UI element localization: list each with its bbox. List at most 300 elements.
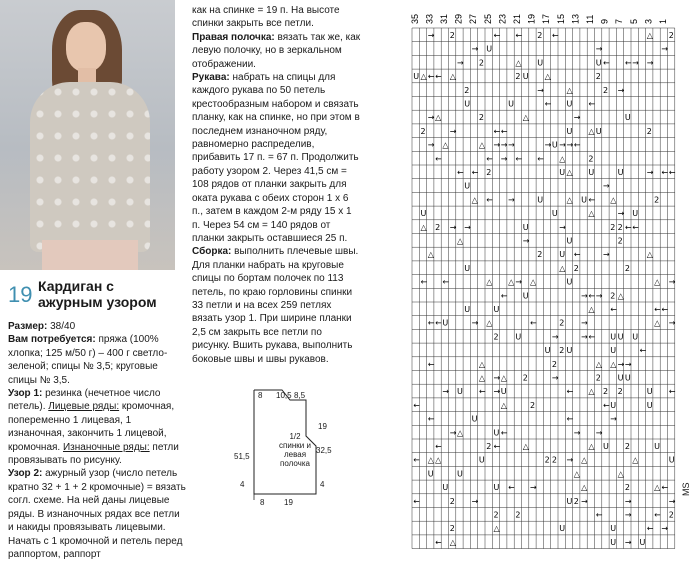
chart-symbol: → [603,250,610,260]
chart-symbol: ← [632,222,639,232]
sleeves-label: Рукава: [192,72,230,84]
chart-symbol: U [544,346,551,356]
dim-right-top: 19 [318,422,327,431]
chart-symbol: U [559,250,566,260]
chart-symbol: → [624,496,632,506]
chart-symbol: → [566,140,574,150]
chart-symbol: ← [588,99,596,109]
chart-symbol: → [595,428,603,438]
chart-symbol: → [668,277,676,287]
chart-symbol: U [442,483,449,493]
chart-symbol: ← [413,496,420,506]
column-number: 21 [512,13,523,24]
dim-bottom-right: 4 [320,480,325,489]
chart-symbol: ← [661,168,669,177]
chart-symbol: U [442,318,449,328]
chart-symbol: U [522,222,529,232]
chart-symbol: U [610,400,617,410]
knitting-chart [410,6,678,552]
size-label: Размер: [8,321,48,332]
chart-symbol: △ [566,195,573,205]
column-number: 31 [439,13,450,24]
chart-symbol: → [471,44,479,54]
chart-symbol: U [464,263,471,273]
chart-symbol: 2 [624,483,630,493]
chart-symbol: △ [530,277,537,287]
chart-symbol: △ [617,469,624,479]
chart-symbol: U [624,113,631,123]
chart-symbol: → [559,140,566,150]
column-number: 11 [585,14,596,24]
dim-top-left: 8 [258,391,263,400]
schematic-label: 1/2 спинки и левая полочка [279,432,311,468]
chart-symbol: → [668,318,676,328]
chart-symbol: ← [646,524,654,534]
chart-symbol: ← [471,168,479,177]
chart-symbol: △ [610,195,617,205]
chart-symbol: 2 [420,126,426,136]
chart-symbol: U [493,305,500,314]
chart-symbol: U [581,195,587,205]
chart-symbol: △ [522,442,529,451]
chart-symbol: 2 [464,85,470,95]
dim-bottom-a: 8 [260,498,265,507]
chart-symbol: → [530,483,537,493]
chart-symbol: △ [646,31,653,40]
chart-symbol: U [464,305,471,314]
chart-symbol: U [551,209,558,219]
chart-symbol: U [493,428,500,438]
chart-symbol: U [646,400,653,410]
chart-symbol: U [595,126,602,136]
chart-symbol: 2 [486,168,492,177]
pattern2-text: ажурный узор (число петель кратно 32 + 1 + 2 кромочные) = вязать согл. схеме. На ней даны лицевые ряды. В изнаночных рядах все петли и накиды провязывать лицевыми. Начать с 1 кромочной и петель перед раппортом, раппорт [8,468,186,560]
chart-symbol: ← [457,168,464,177]
chart-symbol: △ [581,483,588,493]
chart-symbol: △ [632,455,639,465]
chart-symbol: 2 [537,250,543,260]
pattern1-front-text: кромочная, попеременно 1 лицевая, 1 изнаночная, закончить 1 лицевой, кромочная. [8,401,175,453]
chart-symbol: ← [654,510,661,520]
chart-symbol: 2 [610,222,616,232]
chart-symbol: → [646,168,654,177]
chart-symbol: → [624,510,632,520]
chart-symbol: 2 [573,496,579,506]
chart-symbol: ← [435,72,442,82]
chart-symbol: ← [493,126,501,136]
chart-symbol: △ [500,400,507,410]
chart-symbol: U [566,236,573,246]
chart-symbol: ← [427,414,435,424]
chart-symbol: 2 [478,113,484,123]
chart-symbol: ← [668,387,676,397]
chart-symbol: → [471,496,479,506]
chart-symbol: 2 [610,291,616,301]
chart-symbol: ← [573,250,581,260]
pattern-number: 19 [8,282,33,307]
column-number: 23 [497,13,508,24]
chart-symbol: → [551,332,559,342]
chart-symbol: U [624,373,631,383]
chart-symbol: ← [624,58,632,68]
chart-symbol: ← [515,31,523,40]
materials-label: Вам потребуется: [8,334,96,346]
chart-symbol: → [449,222,457,232]
chart-symbol: → [573,428,581,438]
chart-symbol: ← [588,195,596,205]
chart-symbol: U [493,483,500,493]
ms-label: MS [681,482,691,496]
chart-symbol: → [500,154,508,164]
chart-symbol: 2 [478,58,484,68]
chart-symbol: → [581,291,588,301]
chart-symbol: U [464,99,471,109]
chart-symbol: U [537,58,544,68]
chart-symbol: ← [442,277,450,287]
chart-symbol: → [449,126,457,136]
chart-symbol: △ [427,455,434,465]
chart-symbol: 2 [551,455,557,465]
chart-symbol: ← [435,318,442,328]
chart-symbol: → [581,332,588,342]
chart-symbol: △ [449,72,456,82]
chart-symbol: △ [457,236,464,246]
chart-symbol: 2 [668,31,674,40]
chart-symbol: U [427,469,434,479]
chart-symbol: △ [588,305,595,314]
right-front-text: вязать так же, как левую полочку, но в зеркальном отображении. [192,31,361,70]
chart-symbol: 2 [603,85,609,95]
chart-symbol: U [515,332,522,342]
chart-symbol: ← [668,168,676,177]
sleeves-text: набрать на спицы для каждого рукава по 50 петель крестообразным набором и связать планку, как на спинке, но при этом в последнем изнаночном ряду, равномерно распределив, прибавить 17 п. = 67 п. Продолжить работу узором 2. Через 41,5 см = 108 рядов от планки закрыть для оката рукава с обеих сторон 1 х 6 п., затем в каждом 2-м ряду 15 х 1 п. Через 54 см = 140 рядов от планки закрыть оставшиеся 25 п. [192,72,360,244]
chart-symbol: △ [581,455,588,465]
chart-symbol: 2 [617,222,623,232]
chart-symbol: △ [654,318,661,328]
chart-symbol: ← [427,72,435,82]
pattern1-front-rows: Лицевые ряды: [48,401,120,413]
chart-symbol: U [420,209,427,219]
chart-symbol: 2 [544,455,550,465]
chart-symbol: → [427,140,435,150]
column-number: 7 [614,18,625,24]
dim-top-right: 8,5 [294,391,306,400]
chart-symbol: U [639,537,646,547]
column-number: 15 [555,13,566,24]
pattern-title: Кардиган с ажурным узором [38,278,157,310]
dim-right-mid: 32,5 [316,446,332,455]
chart-symbol: 2 [537,31,543,40]
column-number: 29 [453,13,464,24]
chart-symbol: U [566,126,573,136]
chart-symbol: ← [500,126,508,136]
chart-symbol: △ [646,250,653,260]
chart-symbol: U [522,291,529,301]
chart-symbol: → [537,85,545,95]
chart-symbol: ← [427,318,435,328]
dim-bottom-left: 4 [240,480,245,489]
column-number: 27 [468,13,479,24]
chart-symbol: ← [478,387,486,397]
chart-symbol: △ [435,113,442,123]
chart-symbol: → [508,195,515,205]
chart-symbol: ← [435,442,442,451]
chart-symbol: → [573,113,581,123]
chart-symbol: ← [603,58,610,68]
chart-symbol: → [566,455,574,465]
chart-symbol: 2 [449,524,455,534]
chart-symbol: U [595,58,602,68]
chart-symbol: ← [566,387,574,397]
column-number: 33 [424,13,435,24]
chart-symbol: ← [551,31,559,40]
chart-symbol: U [457,387,463,397]
chart-symbol: → [632,58,639,68]
chart-symbol: △ [420,72,427,82]
pattern2-label: Узор 2: [8,468,43,480]
chart-symbol: 2 [515,72,521,82]
chart-symbol: → [449,428,457,438]
chart-symbol: U [566,346,573,356]
chart-symbol: → [544,140,552,150]
chart-symbol: 2 [624,442,630,451]
chart-symbol: △ [449,537,456,547]
dim-left-height: 51,5 [234,452,250,461]
chart-symbol: 2 [530,400,536,410]
size-value: 38/40 [47,321,76,332]
pattern1-back-text: петли провязывать по рисунку. [8,441,179,467]
chart-symbol: → [617,209,625,219]
chart-symbol: U [413,72,420,82]
chart-symbol: △ [478,140,486,150]
chart-symbol: → [493,387,501,397]
chart-symbol: 2 [522,373,528,383]
chart-symbol: U [603,442,609,451]
chart-grid [410,6,678,552]
garment-schematic [232,386,342,526]
chart-symbol: ← [624,222,632,232]
chart-symbol: △ [654,483,661,493]
chart-symbol: 2 [595,373,601,383]
chart-symbol: → [464,222,472,232]
column-number: 1 [658,18,669,24]
chart-symbol: ← [588,291,596,301]
assembly-label: Сборка: [192,246,232,258]
column-number: 17 [541,13,552,24]
chart-symbol: 2 [515,510,521,520]
chart-symbol: 2 [654,195,660,205]
chart-symbol: → [668,496,676,506]
chart-symbol: → [515,277,523,287]
chart-symbol: → [603,181,610,191]
chart-symbol: 2 [449,496,455,506]
materials-value: пряжа (100% хлопка; 125 м/50 г) – 400 г светло-зеленой; спицы № 3,5; круговые спицы № 3,5. [8,334,168,386]
chart-symbol: 2 [493,332,499,342]
chart-symbol: U [654,442,660,451]
chart-symbol: △ [654,277,661,287]
chart-symbol: ← [537,154,545,164]
chart-symbol: U [566,99,573,109]
chart-symbol: 2 [588,154,594,164]
chart-symbol: → [508,140,515,150]
chart-symbol: △ [588,387,595,397]
chart-symbol: ← [566,414,574,424]
chart-symbol: △ [544,72,551,82]
chart-symbol: △ [588,209,595,219]
column-number: 13 [570,13,581,24]
chart-symbol: △ [595,359,602,369]
chart-symbol: ← [435,154,442,164]
chart-symbol: U [551,140,558,150]
chart-symbol: 2 [449,31,455,40]
column-number: 5 [628,18,639,24]
chart-symbol: ← [413,455,420,465]
chart-symbol: U [617,332,624,342]
chart-symbol: ← [427,359,435,369]
chart-symbol: U [610,537,617,547]
chart-symbol: → [493,373,501,383]
chart-symbol: 2 [595,72,601,82]
chart-symbol: → [617,359,625,369]
chart-symbol: → [624,359,632,369]
chart-symbol: 2 [668,510,674,520]
chart-symbol: U [632,332,639,342]
chart-symbol: △ [471,195,478,205]
chart-symbol: ← [508,483,515,493]
instructions-column-2 [192,4,362,366]
chart-symbol: △ [478,373,486,383]
chart-symbol: △ [588,442,595,451]
chart-symbol: ← [661,305,669,314]
chart-symbol: ← [493,31,501,40]
chart-symbol: U [668,455,675,465]
chart-symbol: △ [566,168,573,177]
chart-symbol: ← [486,154,493,164]
pattern1-back-rows: Изнаночные ряды: [62,441,150,453]
chart-symbol: U [610,524,617,534]
chart-symbol: △ [500,373,507,383]
chart-symbol: ← [661,483,669,493]
chart-symbol: △ [508,277,515,287]
chart-symbol: ← [500,291,508,301]
chart-symbol: △ [435,455,442,465]
chart-symbol: 2 [559,346,565,356]
chart-symbol: ← [493,442,501,451]
chart-symbol: U [457,469,463,479]
pattern1-label: Узор 1: [8,388,43,400]
chart-symbol: △ [617,291,624,301]
chart-symbol: △ [610,359,617,369]
chart-symbol: → [661,524,669,534]
chart-symbol: U [478,455,485,465]
right-front-label: Правая полочка: [192,31,275,43]
chart-symbol: 2 [435,222,441,232]
chart-symbol: ← [413,400,420,410]
chart-symbol: 2 [617,236,623,246]
chart-symbol: 2 [603,387,609,397]
chart-symbol: ← [603,400,610,410]
chart-symbol: → [559,222,566,232]
chart-symbol: △ [515,58,522,68]
chart-symbol: ← [595,510,603,520]
chart-symbol: △ [420,222,427,232]
chart-symbol: 2 [617,387,623,397]
chart-symbol: → [595,291,603,301]
chart-symbol: △ [559,263,566,273]
chart-symbol: 2 [573,263,579,273]
chart-symbol: → [442,387,450,397]
chart-symbol: U [464,181,471,191]
chart-symbol: △ [566,85,573,95]
chart-symbol: → [500,140,508,150]
chart-symbol: U [646,387,653,397]
chart-symbol: U [617,373,624,383]
column-number: 35 [410,13,420,24]
chart-symbol: ← [486,195,493,205]
chart-symbol: U [471,414,478,424]
chart-symbol: ← [435,537,442,547]
chart-symbol: → [610,414,618,424]
chart-symbol: ← [573,140,581,150]
chart-symbol: → [661,44,669,54]
chart-symbol: ← [530,318,537,328]
dim-bottom-b: 19 [284,498,293,507]
chart-symbol: △ [493,524,500,534]
chart-symbol: △ [457,428,464,438]
chart-symbol: 2 [486,442,492,451]
chart-symbol: 2 [624,263,630,273]
chart-symbol: U [537,195,544,205]
chart-symbol: 2 [559,318,565,328]
chart-symbol: → [493,140,501,150]
chart-symbol: → [595,44,603,54]
chart-symbol: → [646,58,654,68]
chart-symbol: U [559,168,566,177]
chart-symbol: 2 [551,359,557,369]
chart-symbol: U [566,277,573,287]
column-number: 25 [482,13,493,24]
chart-symbol: △ [522,113,529,123]
chart-symbol: ← [610,305,618,314]
chart-symbol: △ [478,359,486,369]
chart-symbol: ← [500,428,508,438]
chart-symbol: ← [588,332,596,342]
chart-symbol: → [624,537,632,547]
chart-symbol: U [566,496,573,506]
chart-symbol: → [551,373,559,383]
column-number: 19 [526,13,537,24]
dim-top-mid: 10,5 [276,391,292,400]
chart-symbol: U [508,99,514,109]
chart-symbol: U [486,44,493,54]
chart-symbol: ← [544,99,552,109]
chart-symbol: → [457,58,464,68]
chart-symbol: △ [442,140,449,150]
chart-symbol: U [617,168,624,177]
chart-symbol: U [610,346,617,356]
pattern1-text: резинка (нечетное число петель). [8,388,161,413]
chart-symbol: U [522,72,529,82]
chart-symbol: △ [559,154,566,164]
chart-symbol: △ [573,469,580,479]
chart-symbol: U [559,524,566,534]
chart-symbol: → [581,496,588,506]
chart-symbol: → [581,318,588,328]
chart-symbol: △ [427,250,434,260]
chart-symbol: → [427,113,435,123]
chart-symbol: ← [654,305,661,314]
chart-symbol: U [500,387,507,397]
